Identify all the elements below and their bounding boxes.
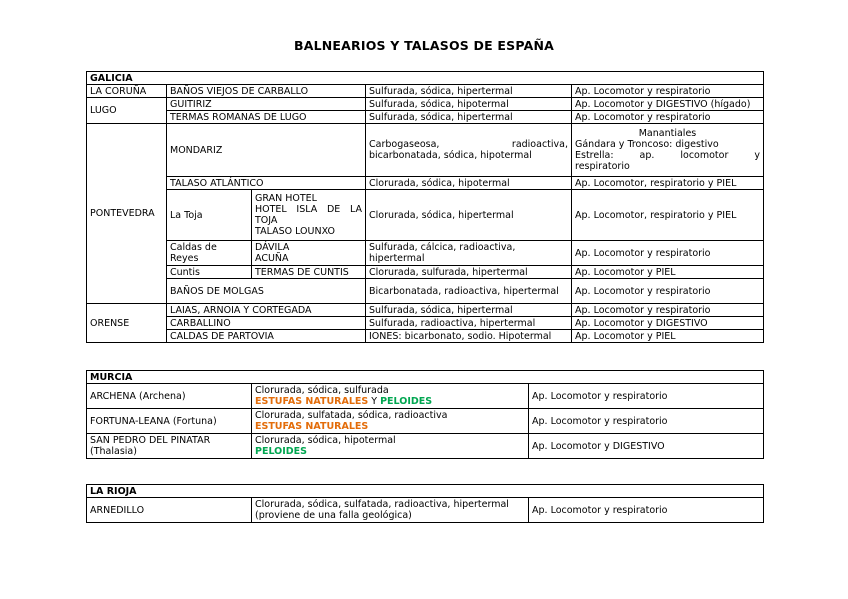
use-cell: Ap. Locomotor y respiratorio [572, 279, 764, 304]
spa-name-line: HOTEL ISLA DE LA TOJA [255, 204, 362, 226]
use-line: Manantiales [638, 128, 697, 139]
use-cell: Ap. Locomotor y respiratorio [572, 85, 764, 98]
use-cell: Ap. Locomotor y respiratorio [572, 304, 764, 317]
spa-name-cell: TERMAS ROMANAS DE LUGO [167, 111, 366, 124]
spa-name-cell: MONDARIZ [167, 124, 366, 177]
table-row [87, 177, 764, 190]
water-cell: Sulfurada, sódica, hipotermal [366, 98, 572, 111]
water-line: Clorurada, sulfatada, sódica, radioactiva [255, 410, 448, 421]
use-line: respiratorio [575, 161, 630, 172]
spa-name-cell: BAÑOS DE MOLGAS [167, 279, 366, 304]
use-cell: Ap. Locomotor y respiratorio [529, 498, 764, 523]
table-row [87, 317, 764, 330]
page-title: BALNEARIOS Y TALASOS DE ESPAÑA [294, 38, 554, 53]
table-row [87, 498, 764, 523]
spa-name-cell: FORTUNA-LEANA (Fortuna) [87, 409, 252, 434]
estufas-label: ESTUFAS NATURALES [255, 421, 369, 432]
use-line: Estrella: ap. locomotor y [575, 150, 760, 161]
table-row [87, 384, 764, 409]
table-row [87, 98, 764, 111]
spa-name-line: ACUÑA [255, 253, 289, 264]
murcia-header: MURCIA [87, 371, 764, 384]
spa-name-cell: GUITIRIZ [167, 98, 366, 111]
table-row [87, 409, 764, 434]
table-row [87, 304, 764, 317]
table-row [87, 266, 764, 279]
table-row [87, 124, 764, 177]
table-row [87, 434, 764, 459]
spa-name-cell: TERMAS DE CUNTIS [252, 266, 366, 279]
water-cell [252, 434, 529, 459]
spa-name-line: DÁVILA [255, 242, 290, 253]
rioja-table [86, 484, 764, 523]
peloides-label: PELOIDES [255, 446, 307, 457]
water-cell: Clorurada, sulfurada, hipertermal [366, 266, 572, 279]
use-cell: Ap. Locomotor y DIGESTIVO [572, 317, 764, 330]
estufas-label: ESTUFAS NATURALES [255, 396, 369, 407]
table-row [87, 85, 764, 98]
water-cell: Clorurada, sódica, hipertermal [366, 190, 572, 241]
province-cell: PONTEVEDRA [87, 124, 167, 304]
water-cell: IONES: bicarbonato, sodio. Hipotermal [366, 330, 572, 343]
use-cell: Ap. Locomotor y respiratorio [529, 409, 764, 434]
table-row [87, 111, 764, 124]
spa-name-cell: BAÑOS VIEJOS DE CARBALLO [167, 85, 366, 98]
water-cell: Sulfurada, sódica, hipertermal [366, 111, 572, 124]
water-cell: Bicarbonatada, radioactiva, hipertermal [366, 279, 572, 304]
spa-name-cell: SAN PEDRO DEL PINATAR (Thalasia) [87, 434, 252, 459]
water-line: Clorurada, sódica, sulfurada [255, 385, 389, 396]
water-cell: Sulfurada, radioactiva, hipertermal [366, 317, 572, 330]
use-cell: Ap. Locomotor, respiratorio y PIEL [572, 177, 764, 190]
extras-line [255, 396, 525, 407]
use-line: Gándara y Troncoso: digestivo [575, 139, 719, 150]
use-cell: Ap. Locomotor y PIEL [572, 266, 764, 279]
spa-name-cell [252, 241, 366, 266]
rioja-header: LA RIOJA [87, 485, 764, 498]
spa-name-cell: LAIAS, ARNOIA Y CORTEGADA [167, 304, 366, 317]
water-cell [252, 384, 529, 409]
place-cell: Caldas de Reyes [167, 241, 252, 266]
table-row [87, 190, 764, 241]
water-cell: Carbogaseosa, radioactiva, bicarbonatada, sódica, hipotermal [366, 124, 572, 177]
water-cell: Clorurada, sódica, hipotermal [366, 177, 572, 190]
use-cell: Ap. Locomotor y respiratorio [572, 111, 764, 124]
water-cell: Clorurada, sódica, sulfatada, radioactiva, hipertermal (proviene de una falla geológica) [252, 498, 529, 523]
spa-name-cell: TALASO ATLÁNTICO [167, 177, 366, 190]
table-row [87, 279, 764, 304]
water-cell: Sulfurada, sódica, hipertermal [366, 85, 572, 98]
spa-name-cell: ARCHENA (Archena) [87, 384, 252, 409]
place-cell: La Toja [167, 190, 252, 241]
province-cell: ORENSE [87, 304, 167, 343]
galicia-table [86, 71, 764, 343]
peloides-label: PELOIDES [380, 396, 433, 407]
use-cell: Ap. Locomotor y respiratorio [529, 384, 764, 409]
use-cell: Ap. Locomotor y DIGESTIVO (hígado) [572, 98, 764, 111]
spa-name-cell: CALDAS DE PARTOVIA [167, 330, 366, 343]
table-row [87, 330, 764, 343]
table-row [87, 241, 764, 266]
spa-name-cell [252, 190, 366, 241]
spa-name-line: GRAN HOTEL [255, 193, 317, 204]
water-cell: Sulfurada, sódica, hipertermal [366, 304, 572, 317]
use-cell: Ap. Locomotor y PIEL [572, 330, 764, 343]
use-cell [572, 124, 764, 177]
murcia-table [86, 370, 764, 459]
spa-name-cell: ARNEDILLO [87, 498, 252, 523]
province-cell: LUGO [87, 98, 167, 124]
water-cell: Sulfurada, cálcica, radioactiva, hipertermal [366, 241, 572, 266]
water-cell [252, 409, 529, 434]
province-cell: LA CORUÑA [87, 85, 167, 98]
galicia-header: GALICIA [87, 72, 764, 85]
water-line: Clorurada, sódica, hipotermal [255, 435, 396, 446]
place-cell: Cuntis [167, 266, 252, 279]
use-cell: Ap. Locomotor y respiratorio [572, 241, 764, 266]
use-cell: Ap. Locomotor y DIGESTIVO [529, 434, 764, 459]
spa-name-cell: CARBALLINO [167, 317, 366, 330]
use-cell: Ap. Locomotor, respiratorio y PIEL [572, 190, 764, 241]
extras-joiner: Y [368, 396, 381, 407]
spa-name-line: TALASO LOUNXO [255, 226, 335, 237]
